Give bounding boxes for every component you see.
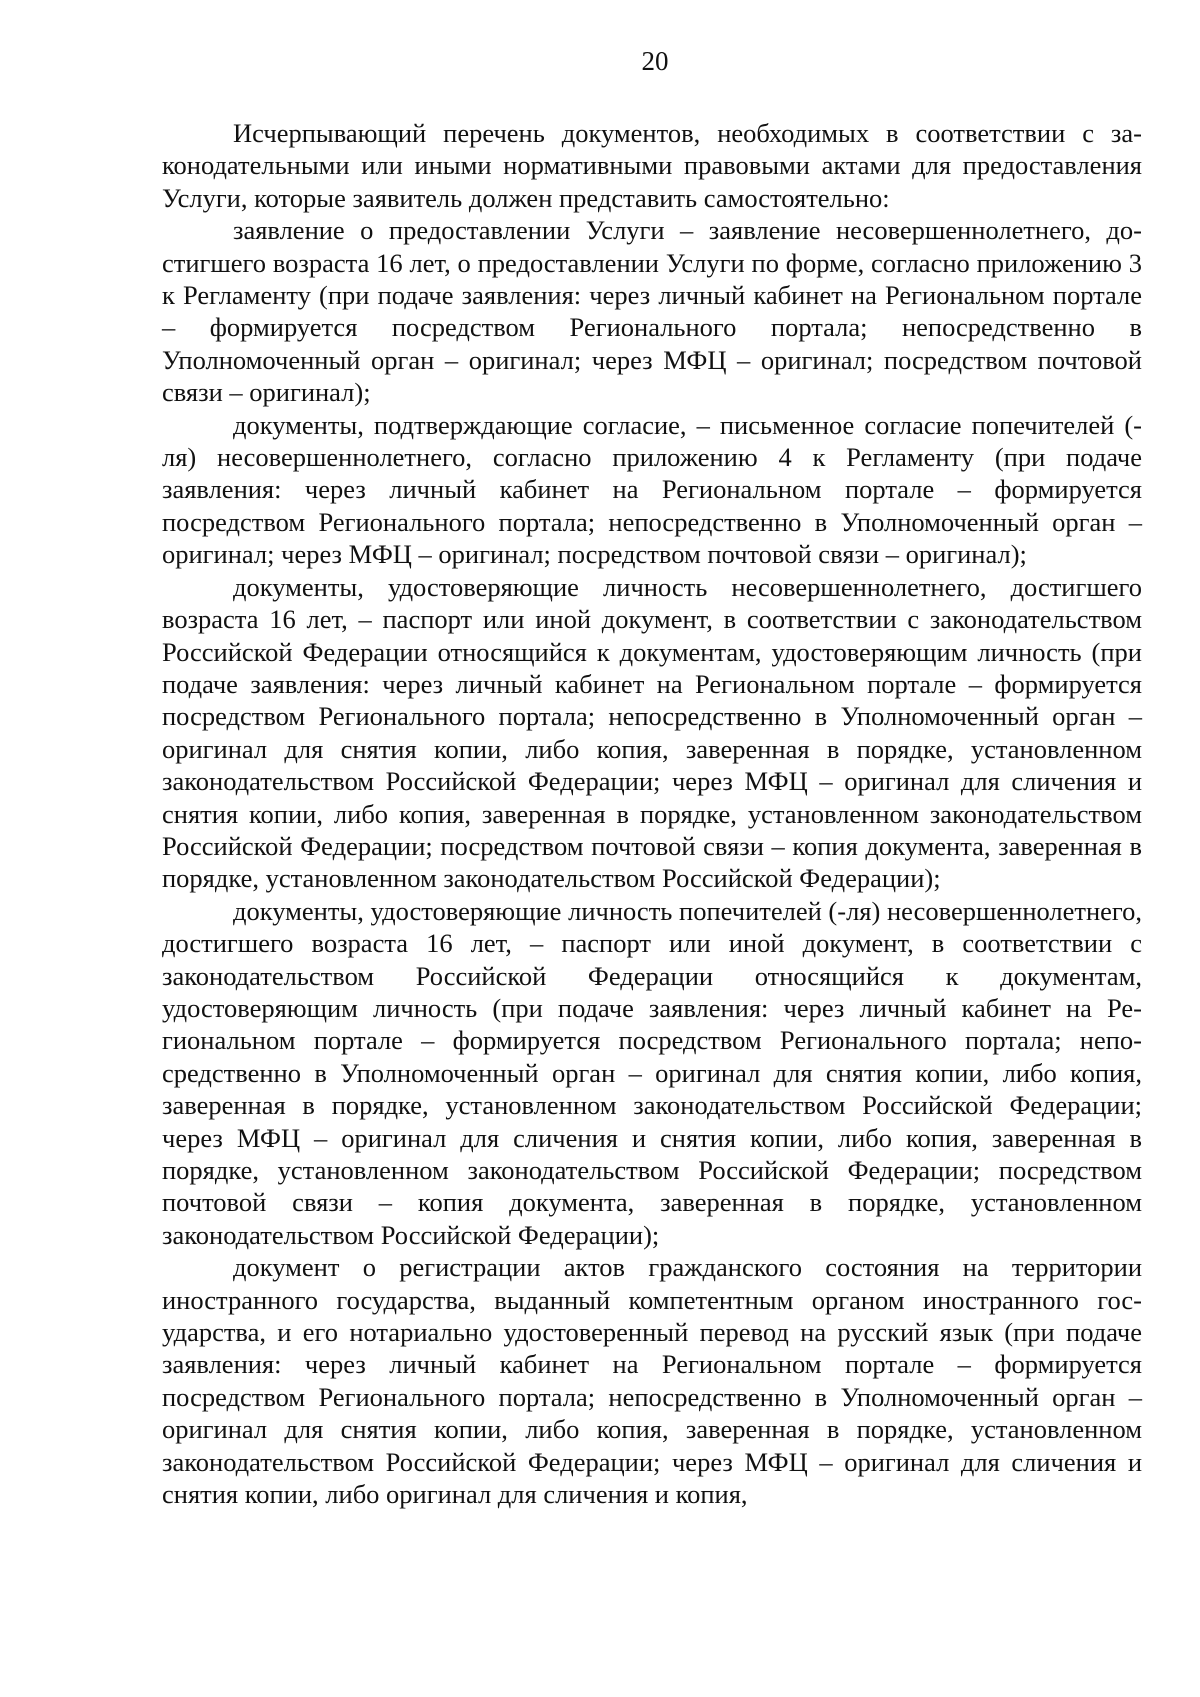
paragraph-minor-identity-documents: документы, удостоверяющие личность несовершеннолетнего, достигшего возраста 16 лет, – паспорт или иной документ, в соответствии с законодательством Российской Федерации относящийся к документам, удостоверяющим личность (при подаче заявления: через личный кабинет на Региональном портале – формируется посредством Регионального портала; непосредственно в Уполномоченный орган – оригинал для снятия копии, либо копия, заверенная в порядке, установленном законодательством Российской Федерации; через МФЦ – оригинал для сличения и снятия копии, либо копия, заверенная в порядке, установленном законодательством Российской Федерации; посредством почтовой связи – копия документа, заверенная в порядке, установленном законодательством Российской Федерации);	[162, 571, 1142, 894]
paragraph-application: заявление о предоставлении Услуги – заявление несовершеннолетнего, достигшего возраста 16 лет, о предоставлении Услуги по форме, согласно приложению 3 к Регламенту (при подаче заявления: через личный кабинет на Региональном портале – формируется посредством Регионального портала; непосредственно в Уполномоченный орган – оригинал; через МФЦ – оригинал; посредством почтовой связи – оригинал);	[162, 215, 1142, 408]
paragraph-exhaustive-list-intro: Исчерпывающий перечень документов, необходимых в соответствии с законодательными или иными нормативными правовыми актами для предоставления Услуги, которые заявитель должен представить самостоятельно:	[162, 118, 1142, 213]
paragraph-foreign-civil-registration-document: документ о регистрации актов гражданского состояния на территории иностранного государства, выданный компетентным органом иностранного государства, и его нотариально удостоверенный перевод на русский язык (при подаче заявления: через личный кабинет на Региональном портале – формируется посредством Регионального портала; непосредственно в Уполномоченный орган – оригинал для снятия копии, либо копия, заверенная в порядке, установленном законодательством Российской Федерации; через МФЦ – оригинал для сличения и снятия копии, либо оригинал для сличения и копия,	[162, 1252, 1142, 1510]
page-number: 20	[641, 46, 669, 76]
paragraph-consent-documents: документы, подтверждающие согласие, – письменное согласие попечителей (-ля) несовершеннолетнего, согласно приложению 4 к Регламенту (при подаче заявления: через личный кабинет на Региональном портале – формируется посредством Регионального портала; непосредственно в Уполномоченный орган – оригинал; через МФЦ – оригинал; посредством почтовой связи – оригинал);	[162, 409, 1142, 570]
document-body	[162, 117, 1142, 1510]
paragraph-guardian-identity-documents: документы, удостоверяющие личность попечителей (-ля) несовершеннолетнего, достигшего возраста 16 лет, – паспорт или иной документ, в соответствии с законодательством Российской Федерации относящийся к документам, удостоверяющим личность (при подаче заявления: через личный кабинет на Региональном портале – формируется посредством Регионального портала; непосредственно в Уполномоченный орган – оригинал для снятия копии, либо копия, заверенная в порядке, установленном законодательством Российской Федерации; через МФЦ – оригинал для сличения и снятия копии, либо копия, заверенная в порядке, установленном законодательством Российской Федерации; посредством почтовой связи – копия документа, заверенная в порядке, установленном законодательством Российской Федерации);	[162, 895, 1142, 1250]
